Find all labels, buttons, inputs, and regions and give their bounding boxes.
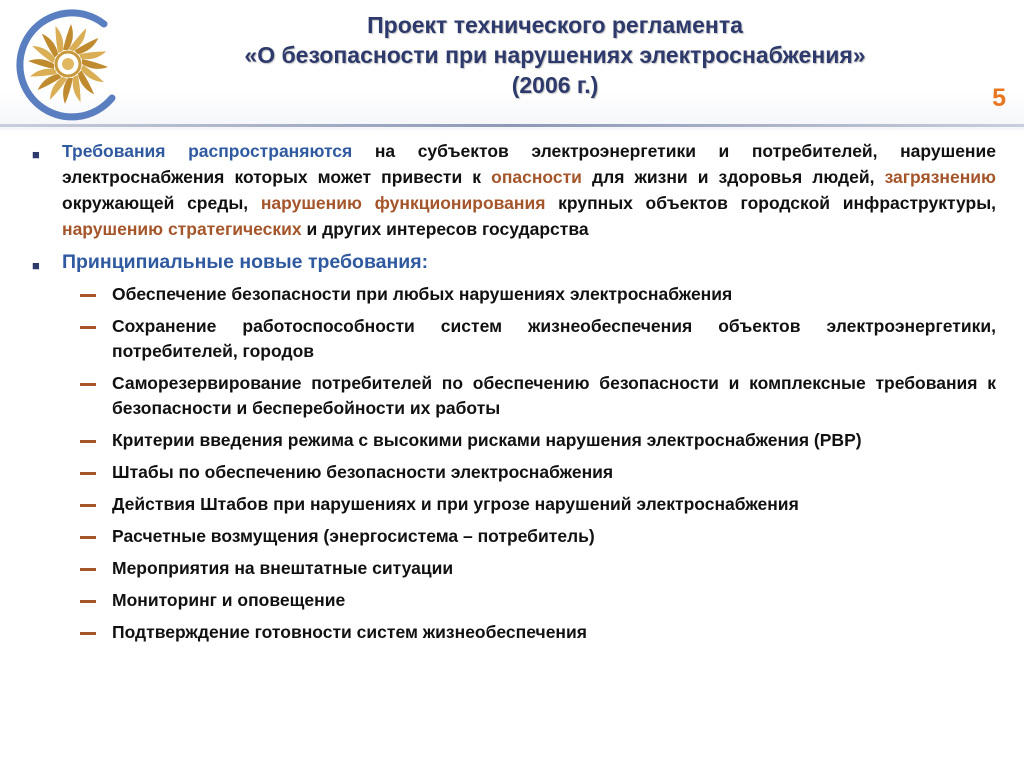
text-segment: нарушению стратегических: [62, 219, 302, 239]
text-segment: для жизни и здоровья людей,: [581, 167, 885, 187]
list-item: Саморезервирование потребителей по обеспечению безопасности и комплексные требования к безопасности и бесперебойности их работы: [30, 371, 996, 421]
requirements-list: [30, 282, 996, 645]
dash-bullet-icon: [80, 326, 96, 329]
list-item: Сохранение работоспособности систем жизнеобеспечения объектов электроэнергетики, потребителей, городов: [30, 314, 996, 364]
title-line-3: (2006 г.): [511, 72, 599, 98]
text-segment: окружающей среды,: [62, 193, 261, 213]
company-logo: [8, 6, 126, 122]
dash-bullet-icon: [80, 536, 96, 539]
dash-bullet-icon: [80, 568, 96, 571]
bullet-new-requirements: [30, 249, 996, 275]
text-segment: крупных объектов городской инфраструктуры,: [545, 193, 997, 213]
square-bullet-icon: ■: [32, 258, 40, 273]
bullet-scope: [30, 138, 996, 242]
dash-bullet-icon: [80, 600, 96, 603]
text-segment: загрязнению: [884, 167, 996, 187]
list-item: Мероприятия на внештатные ситуации: [30, 556, 996, 581]
list-item: Мониторинг и оповещение: [30, 588, 996, 613]
bullet-scope-text: [62, 141, 996, 239]
text-segment: опасности: [491, 167, 582, 187]
text-segment: и других интересов государства: [301, 219, 589, 239]
list-item: Расчетные возмущения (энергосистема – потребитель): [30, 524, 996, 549]
dash-bullet-icon: [80, 632, 96, 635]
bullet-new-requirements-text: [62, 252, 428, 272]
dash-bullet-icon: [80, 504, 96, 507]
list-item: Подтверждение готовности систем жизнеобеспечения: [30, 620, 996, 645]
slide-body: [30, 138, 996, 652]
dash-bullet-icon: [80, 383, 96, 386]
slide-title: [150, 10, 960, 100]
text-segment: Требования распространяются: [62, 141, 353, 161]
text-segment: Принципиальные новые требования:: [62, 251, 429, 273]
list-item: Штабы по обеспечению безопасности электроснабжения: [30, 460, 996, 485]
page-number: 5: [992, 84, 1006, 112]
text-segment: на субъектов электроэнергетики и потребителей, нарушение электроснабжения которых может привести к: [62, 141, 996, 187]
square-bullet-icon: ■: [32, 147, 40, 162]
list-item: Обеспечение безопасности при любых нарушениях электроснабжения: [30, 282, 996, 307]
list-item: Критерии введения режима с высокими рисками нарушения электроснабжения (РВР): [30, 428, 996, 453]
text-segment: нарушению функционирования: [260, 193, 546, 213]
header-divider: [0, 124, 1024, 127]
dash-bullet-icon: [80, 440, 96, 443]
title-line-2: «О безопасности при нарушениях электроснабжения»: [244, 42, 866, 68]
list-item: Действия Штабов при нарушениях и при угрозе нарушений электроснабжения: [30, 492, 996, 517]
dash-bullet-icon: [80, 472, 96, 475]
title-line-1: Проект технического регламента: [367, 12, 743, 38]
dash-bullet-icon: [80, 294, 96, 297]
